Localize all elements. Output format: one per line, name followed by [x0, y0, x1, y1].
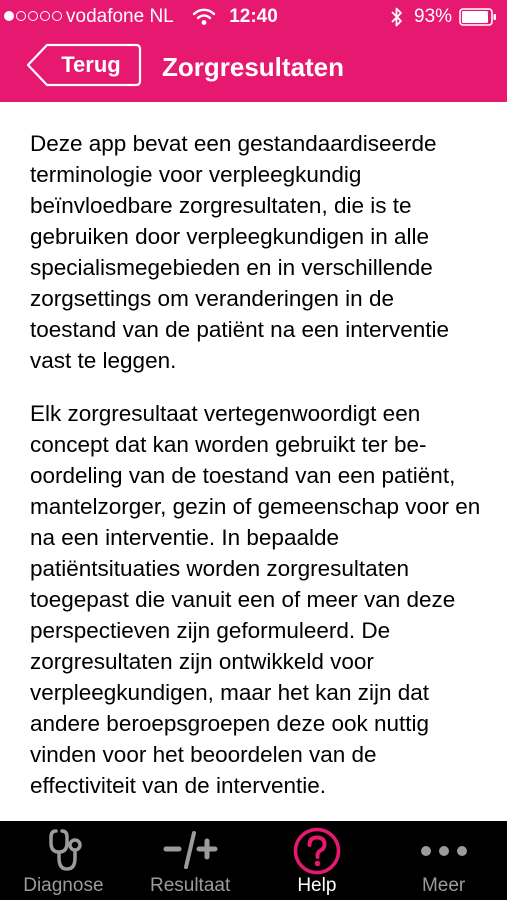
- page-title: Zorgresultaten: [162, 52, 345, 82]
- status-time: 12:40: [229, 6, 278, 27]
- tab-diagnose[interactable]: [0, 821, 127, 900]
- status-bar: [0, 0, 507, 34]
- more-icon: [418, 827, 470, 878]
- carrier-name: vodafone NL: [66, 6, 174, 27]
- tab-help[interactable]: [254, 821, 381, 900]
- help-text: [30, 128, 486, 821]
- back-button-label: Terug: [61, 52, 121, 77]
- tab-label: Meer: [421, 875, 466, 896]
- tab-resultaat[interactable]: [127, 821, 254, 900]
- back-button[interactable]: [26, 43, 142, 87]
- stethoscope-icon: [38, 827, 88, 878]
- header: [0, 0, 507, 102]
- tab-label: Help: [297, 875, 337, 896]
- tab-label: Resultaat: [149, 875, 231, 896]
- tab-label: Diagnose: [23, 875, 104, 896]
- help-paragraph: Deze app bevat een gestandaardiseerde terminologie voor verpleegkundig beïnvloedbare zorgresultaten, die is te gebruiken door verpleegkundigen in alle specialismegebieden en in verschillende zorgsettings om veranderingen in de toestand van de patiënt na een interventie vast te leggen.: [30, 131, 450, 373]
- help-paragraph: Elk zorgresultaat vertegenwoordigt een concept dat kan worden gebruikt ter beoordeling van de toestand van een patiënt, mantelzorger, gezin of gemeenschap voor en na een interventie. In bepaalde patiëntsituaties worden zorgresultaten toegepast die vanuit een of meer van deze perspectieven zijn geformuleerd. De zorgresultaten zijn ontwikkeld voor verpleegkundigen, maar het kan zijn dat andere beroepsgroepen deze ook nuttig vinden voor het beoordelen van de effectiviteit van de interventie.: [30, 401, 481, 798]
- battery-percent: 93%: [414, 6, 453, 27]
- help-icon: [292, 827, 342, 880]
- bluetooth-icon: [390, 6, 404, 34]
- battery-icon: [459, 8, 497, 32]
- tab-bar: [0, 821, 507, 900]
- tab-meer[interactable]: [380, 821, 507, 900]
- battery-fill: [462, 11, 488, 23]
- minus-plus-icon: [162, 827, 218, 878]
